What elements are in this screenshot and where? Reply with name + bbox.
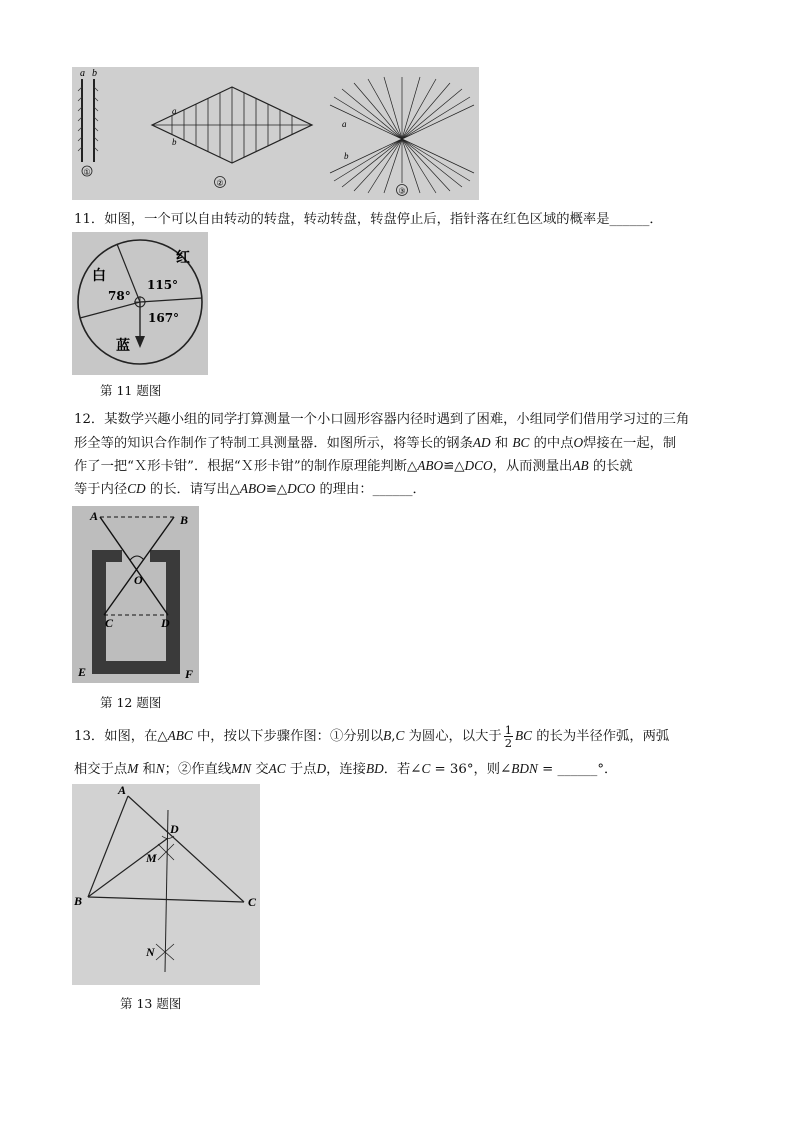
triangle-label-C: C (248, 895, 257, 909)
caliper-label-A: A (90, 509, 99, 523)
sector-white-label: 白 (92, 268, 106, 284)
figure-q11-spinner (72, 232, 208, 375)
triangle-label-A: A (118, 784, 127, 797)
caliper-label-D: D (161, 616, 170, 630)
caliper-label-B: B (180, 513, 189, 527)
angle-white: 78° (108, 289, 131, 303)
triangle-label-M: M (146, 851, 157, 865)
angle-red: 115° (147, 278, 179, 292)
figure-q10-svg (72, 67, 479, 200)
caliper-label-E: E (78, 665, 87, 679)
triangle-svg (72, 784, 260, 985)
q13-line2: 相交于点M 和N；②作直线MN 交AC 于点D，连接BD．若∠C = 36°，则∠BDN = ______°． (74, 761, 618, 777)
q13-line1: 13．如图，在△ABC 中，按以下步骤作图：①分别以B,C 为圆心，以大于 $\frac{1}{2}$ BC 的长为半径作弧，两弧 (74, 723, 670, 750)
fig10-label-a: a (80, 68, 85, 79)
q13-caption: 第 13 题图 (120, 996, 182, 1011)
triangle-label-D: D (170, 822, 179, 836)
pointer-arrow-icon (135, 336, 145, 348)
q12-caption: 第 12 题图 (100, 695, 162, 710)
fig10-2-label-b: b (172, 137, 177, 147)
sector-red-label: 红 (176, 250, 190, 266)
q12-line3: 作了一把“Ｘ形卡钳”．根据“Ｘ形卡钳”的制作原理能判断△ABO≌△DCO，从而测量出AB 的长就 (74, 458, 633, 474)
triangle-label-B: B (74, 894, 83, 908)
fig10-caption-1: ① (83, 167, 91, 177)
figure-q12-caliper (72, 506, 199, 683)
fig10-3-label-b: b (344, 151, 349, 161)
fig10-3-label-a: a (342, 119, 347, 129)
fig10-caption-3: ③ (398, 186, 406, 196)
angle-blue: 167° (148, 311, 180, 325)
fig10-2-label-a: a (172, 106, 177, 116)
triangle-label-N: N (146, 945, 155, 959)
caliper-label-F: F (185, 667, 194, 681)
q11-caption: 第 11 题图 (100, 383, 162, 398)
figure-q13-triangle (72, 784, 260, 985)
fig10-label-b: b (92, 68, 97, 79)
q12-line1: 12．某数学兴趣小组的同学打算测量一个小口圆形容器内径时遇到了困难，小组同学们借用学习过的三角 (74, 412, 690, 427)
q11-text: 11．如图，一个可以自由转动的转盘，转动转盘，转盘停止后，指针落在红色区域的概率是______． (74, 212, 663, 227)
caliper-label-C: C (105, 616, 114, 630)
figure-q10 (72, 67, 479, 200)
fraction-one-half: $\frac{1}{2}$ (504, 723, 513, 750)
caliper-svg (72, 506, 199, 683)
q12-line4: 等于内径CD 的长．请写出△ABO≌△DCO 的理由：______． (74, 481, 426, 497)
fig10-caption-2: ② (216, 178, 224, 188)
caliper-label-O: O (134, 573, 143, 587)
spinner-svg (72, 232, 208, 375)
sector-blue-label: 蓝 (116, 338, 130, 354)
q12-line2: 形全等的知识合作制作了特制工具测量器．如图所示，将等长的钢条AD 和 BC 的中点O焊接在一起，制 (74, 435, 677, 451)
